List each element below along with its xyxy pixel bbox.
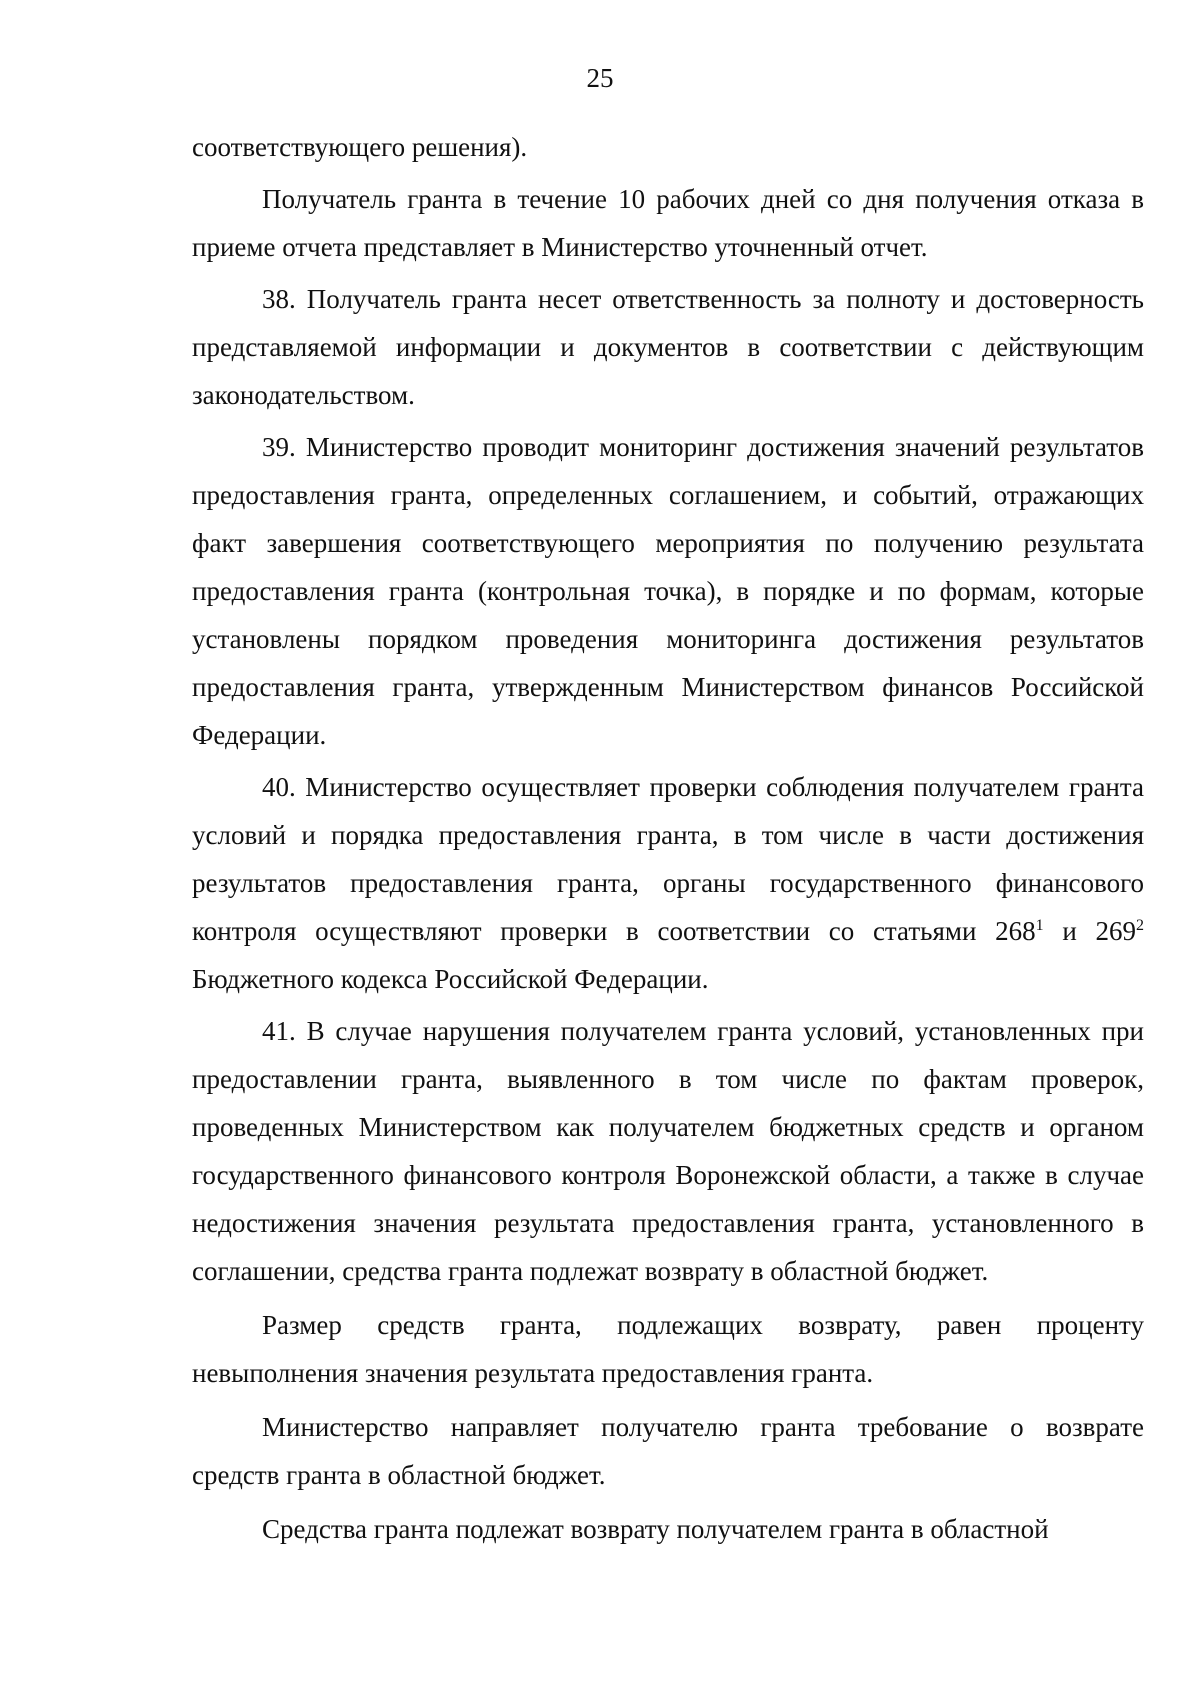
paragraph-refined-report: Получатель гранта в течение 10 рабочих дней со дня получения отказа в приеме отчета представляет в Министерство уточненный отчет. (192, 184, 1144, 262)
clause-40-text-middle: и 269 (1043, 916, 1136, 946)
clause-40-text-end: Бюджетного кодекса Российской Федерации. (192, 964, 709, 994)
document-body (192, 123, 1144, 1557)
paragraph-refund-terms: Средства гранта подлежат возврату получателем гранта в областной (262, 1514, 1049, 1544)
paragraph-continuation: соответствующего решения). (192, 132, 528, 162)
superscript-2: 2 (1136, 917, 1144, 934)
clause-40-text: 40. Министерство осуществляет проверки соблюдения получателем гранта условий и порядка предоставления гранта, в том числе в части достижения результатов предоставления гранта, органы государственного финансового контроля осуществляют проверки в соответствии со статьями 268 (192, 772, 1144, 946)
paragraph-refund-demand: Министерство направляет получателю гранта требование о возврате средств гранта в областной бюджет. (192, 1412, 1144, 1490)
page-number: 25 (586, 63, 614, 93)
superscript-1: 1 (1035, 917, 1044, 934)
paragraph-clause-40 (192, 763, 1144, 1003)
paragraph-refund-amount: Размер средств гранта, подлежащих возврату, равен проценту невыполнения значения результата предоставления гранта. (192, 1310, 1144, 1388)
paragraph-clause-41: 41. В случае нарушения получателем гранта условий, установленных при предоставлении гранта, выявленного в том числе по фактам проверок, проведенных Министерством как получателем бюджетных средств и органом государственного финансового контроля Воронежской области, а также в случае недостижения значения результата предоставления гранта, установленного в соглашении, средства гранта подлежат возврату в областной бюджет. (192, 1016, 1144, 1286)
paragraph-clause-39: 39. Министерство проводит мониторинг достижения значений результатов предоставления гранта, определенных соглашением, и событий, отражающих факт завершения соответствующего мероприятия по получению результата предоставления гранта (контрольная точка), в порядке и по формам, которые установлены порядком проведения мониторинга достижения результатов предоставления гранта, утвержденным Министерством финансов Российской Федерации. (192, 432, 1144, 750)
paragraph-clause-38: 38. Получатель гранта несет ответственность за полноту и достоверность представляемой информации и документов в соответствии с действующим законодательством. (192, 284, 1144, 410)
